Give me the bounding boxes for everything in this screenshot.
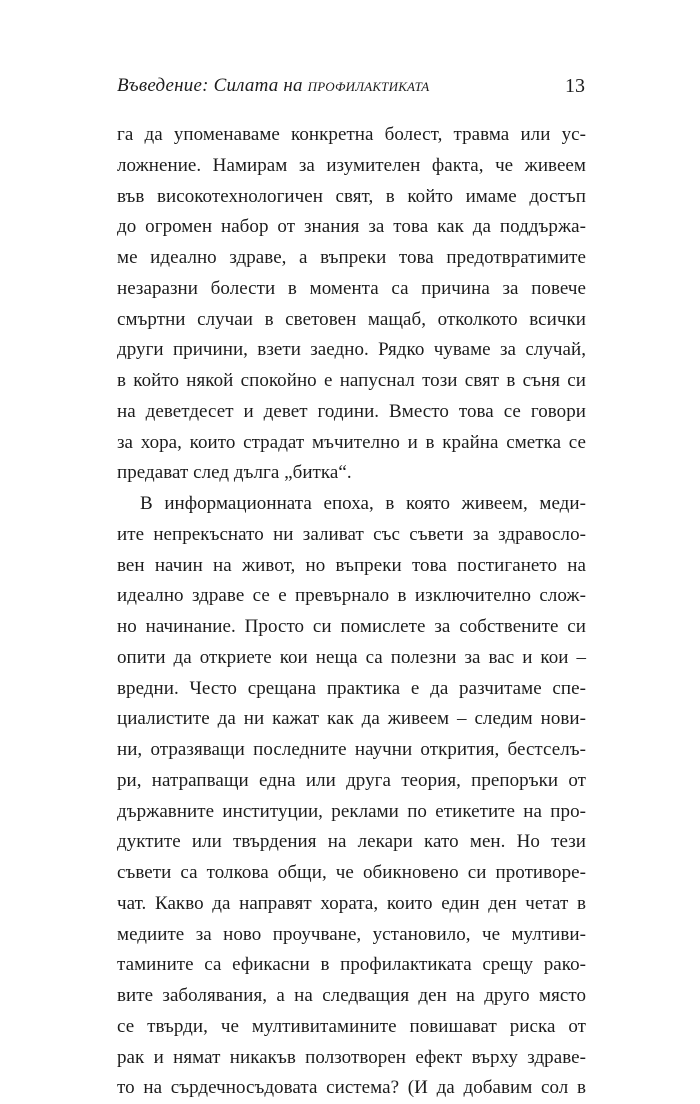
text-line: дуктите или твърдения на лекари като мен. Но тези: [117, 831, 586, 853]
text-line: опити да откриете кои неща са полезни за вас и кои –: [117, 646, 586, 668]
text-line: рак и нямат никакъв ползотворен ефект върху здраве-: [117, 1046, 586, 1068]
text-line: но начинание. Просто си помислете за собствените си: [117, 616, 586, 637]
text-line: в който някой спокойно е напуснал този свят в съня си: [117, 370, 586, 391]
paragraph-1: [117, 120, 586, 489]
running-title: [117, 73, 429, 99]
text-line: то на сърдечносъдовата система? (И да добавим сол в: [117, 1077, 586, 1099]
text-line: циалистите да ни кажат как да живеем – следим нови-: [117, 708, 586, 730]
body-text: [117, 120, 586, 1104]
text-line: държавните институции, реклами по етикетите на про-: [117, 800, 586, 822]
text-line: чат. Какво да направят хората, които един ден четат в: [117, 892, 586, 914]
text-line: съвети са толкова общи, че обикновено си противоре-: [117, 862, 586, 883]
text-line: га да упоменаваме конкретна болест, травма или ус-: [117, 124, 586, 145]
text-line: В информационната епоха, в която живеем, меди-: [140, 493, 586, 514]
text-line: тамините са ефикасни в профилактиката срещу рако-: [117, 954, 586, 976]
text-line: вредни. Често срещана практика е да разчитаме спе-: [117, 677, 586, 699]
text-line: ме идеално здраве, а въпреки това предотвратимите: [117, 247, 586, 268]
running-title-lead: Въведение: Силата на: [117, 75, 308, 96]
text-line: ри, натрапващи една или друга теория, препоръки от: [117, 769, 586, 791]
text-line: идеално здраве се е превърнало в изключително слож-: [117, 585, 586, 607]
text-line: ите непрекъснато ни заливат със съвети за здравосло-: [117, 523, 586, 545]
text-line: ложнение. Намирам за изумителен факта, че живеем: [117, 154, 586, 176]
text-line: за хора, които страдат мъчително и в крайна сметка се: [117, 431, 586, 453]
text-line: ни, отразяващи последните научни открития, бестселъ-: [117, 739, 586, 760]
text-line: до огромен набор от знания за това как да поддържа-: [117, 216, 586, 238]
page-number: 13: [565, 75, 585, 97]
text-line: вен начин на живот, но въпреки това постигането на: [117, 554, 586, 576]
text-line: смъртни случаи в световен мащаб, отколкото всички: [117, 308, 586, 330]
text-line: се твърди, че мултивитамините повишават риска от: [117, 1015, 586, 1037]
text-line: вите заболявания, а на следващия ден на друго място: [117, 985, 586, 1006]
text-line: други причини, взети заедно. Рядко чуваме за случай,: [117, 339, 586, 361]
text-line: предават след дълга „битка“.: [117, 462, 352, 484]
text-line: във високотехнологичен свят, в който имаме достъп: [117, 185, 586, 207]
running-header: [117, 73, 585, 99]
running-title-rest: профилактиката: [307, 75, 430, 96]
text-line: незаразни болести в момента са причина за повече: [117, 277, 586, 299]
text-line: на деветдесет и девет години. Вместо това се говори: [117, 400, 586, 422]
paragraph-2: [117, 489, 586, 1104]
text-line: медиите за ново проучване, установило, че мултиви-: [117, 923, 586, 945]
